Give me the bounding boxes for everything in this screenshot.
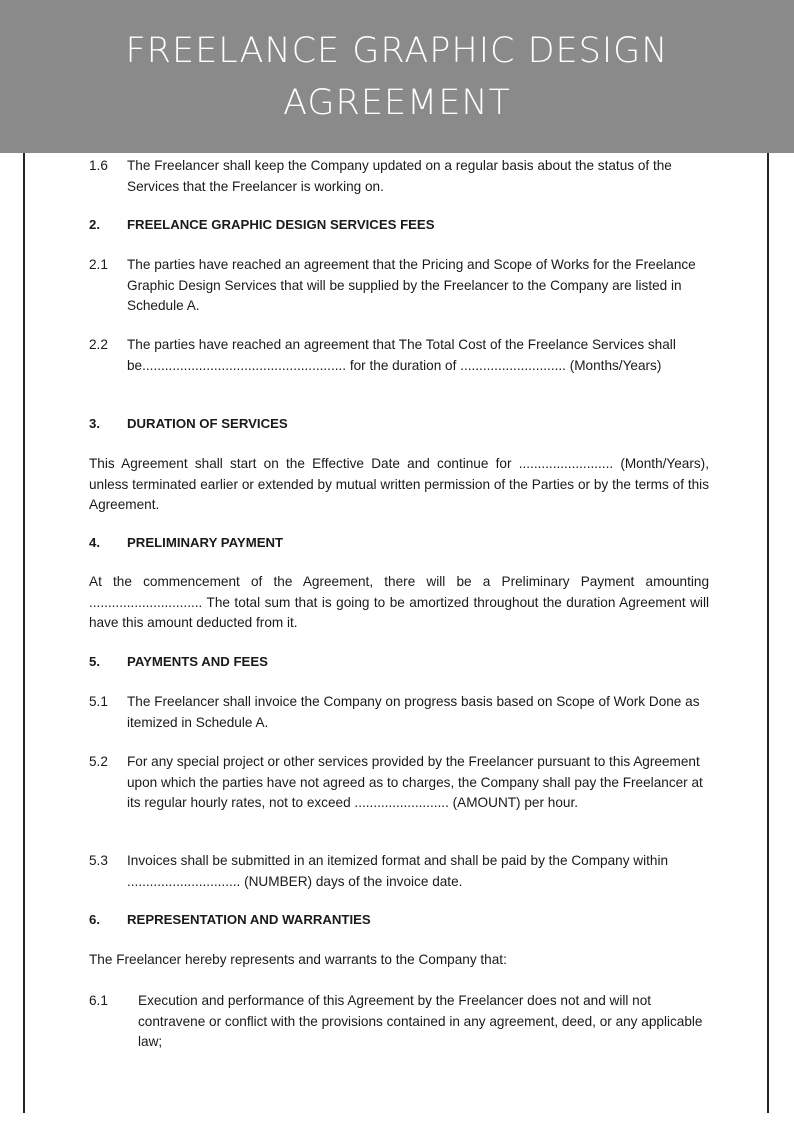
section-number: 6. xyxy=(89,912,100,927)
clause-5-1 xyxy=(89,692,709,733)
clause-number: 6.1 xyxy=(89,993,108,1008)
clause-5-3 xyxy=(89,851,709,892)
section-3-paragraph: This Agreement shall start on the Effective Date and continue for ......................... (Month/Years), unless terminated earlier or extended by mutual written permission of the Parties or by the terms of this Agreement. xyxy=(89,456,709,512)
clause-text: Execution and performance of this Agreement by the Freelancer does not and will not contravene or conflict with the provisions contained in any agreement, deed, or any applicable law; xyxy=(138,993,703,1049)
clause-text: Invoices shall be submitted in an itemized format and shall be paid by the Company within .............................. (NUMBER) days of the invoice date. xyxy=(127,853,669,889)
clause-text: For any special project or other services provided by the Freelancer pursuant to this Agreement upon which the parties have not agreed as to charges, the Company shall pay the Freelancer at its regular hourly rates, not to exceed ......................... (AMOUNT) per hour. xyxy=(127,754,703,810)
section-title: PAYMENTS AND FEES xyxy=(127,654,268,669)
section-heading-2 xyxy=(89,215,709,236)
clause-text: The parties have reached an agreement that The Total Cost of the Freelance Services shall be...................................................... for the duration of ............................ (Months/Years) xyxy=(127,337,676,373)
clause-2-2 xyxy=(89,335,709,376)
banner-title-line-1: FREELANCE GRAPHIC DESIGN xyxy=(125,30,669,71)
section-6-intro: The Freelancer hereby represents and warrants to the Company that: xyxy=(89,952,507,967)
clause-2-1 xyxy=(89,255,709,317)
section-number: 3. xyxy=(89,416,100,431)
clause-number: 2.1 xyxy=(89,257,108,272)
section-title: FREELANCE GRAPHIC DESIGN SERVICES FEES xyxy=(127,217,435,232)
section-number: 2. xyxy=(89,217,100,232)
banner-title-line-2: AGREEMENT xyxy=(283,82,511,123)
section-heading-6 xyxy=(89,910,709,931)
clause-1-6 xyxy=(89,156,709,197)
section-title: REPRESENTATION AND WARRANTIES xyxy=(127,912,371,927)
clause-number: 2.2 xyxy=(89,337,108,352)
section-number: 4. xyxy=(89,535,100,550)
section-heading-3 xyxy=(89,414,709,435)
section-heading-4 xyxy=(89,533,709,554)
clause-text: The parties have reached an agreement that the Pricing and Scope of Works for the Freelance Graphic Design Services that will be supplied by the Freelancer to the Company are listed in Schedule A. xyxy=(127,257,696,313)
clause-text: The Freelancer shall keep the Company updated on a regular basis about the status of the Services that the Freelancer is working on. xyxy=(127,158,672,194)
section-title: PRELIMINARY PAYMENT xyxy=(127,535,284,550)
clause-number: 5.2 xyxy=(89,754,108,769)
section-heading-5 xyxy=(89,652,709,673)
section-4-paragraph: At the commencement of the Agreement, there will be a Preliminary Payment amounting .............................. The total sum that is going to be amortized throughout the duration Agreement will have this amount deducted from it. xyxy=(89,574,709,630)
section-number: 5. xyxy=(89,654,100,669)
clause-number: 5.3 xyxy=(89,853,108,868)
clause-6-1 xyxy=(89,991,709,1053)
section-title: DURATION OF SERVICES xyxy=(127,416,288,431)
clause-text: The Freelancer shall invoice the Company on progress basis based on Scope of Work Done as itemized in Schedule A. xyxy=(127,694,700,730)
clause-number: 1.6 xyxy=(89,158,108,173)
clause-5-2 xyxy=(89,752,709,814)
clause-number: 5.1 xyxy=(89,694,108,709)
